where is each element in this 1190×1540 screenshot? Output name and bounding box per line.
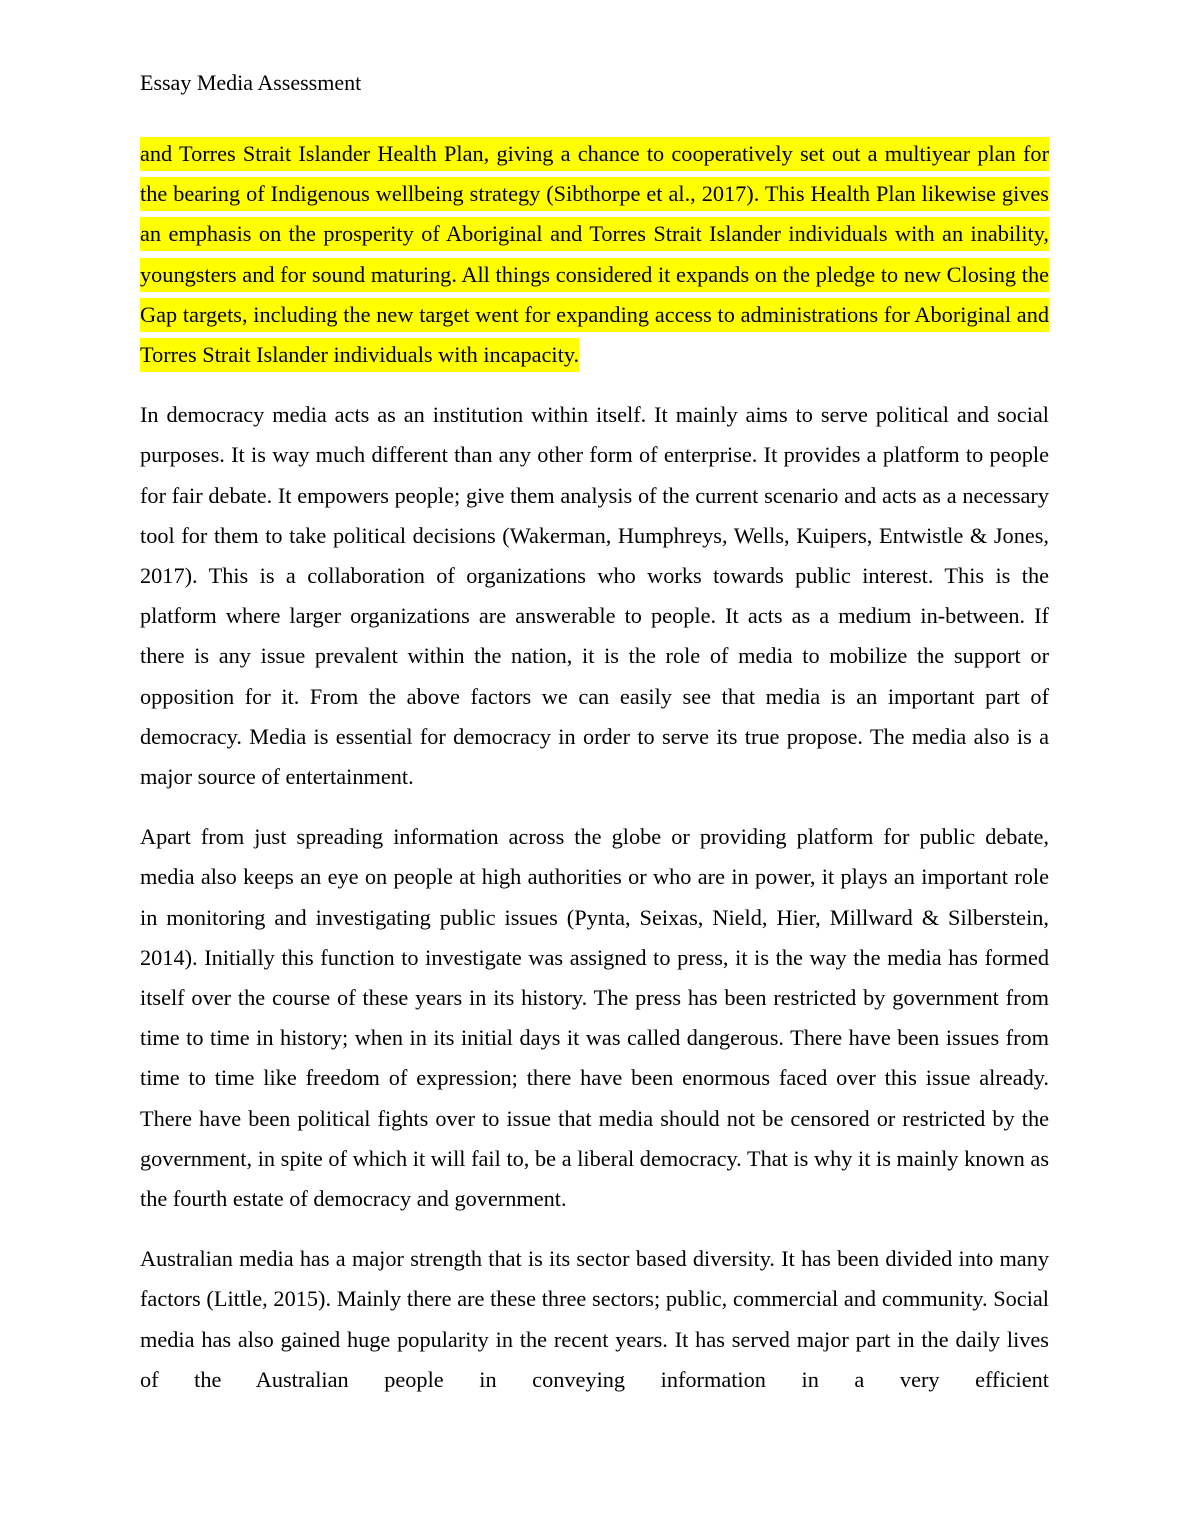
text-highlight: and Torres Strait Islander Health Plan, giving a chance to cooperatively set out a multiyear plan for the bearing of Indigenous wellbeing strategy (Sibthorpe et al., 2017). This Health Plan likewise gives an emphasis on the prosperity of Aboriginal and Torres Strait Islander individuals with an inability, youngsters and for sound maturing. All things considered it expands on the pledge to new Closing the Gap targets, including the new target went for expanding access to administrations for Aboriginal and Torres Strait Islander individuals with incapacity. [140, 137, 1049, 372]
document-body [140, 134, 1049, 1400]
paragraph-monitoring-role: Apart from just spreading information across the globe or providing platform for public debate, media also keeps an eye on people at high authorities or who are in power, it plays an important role in monitoring and investigating public issues (Pynta, Seixas, Nield, Hier, Millward & Silberstein, 2014). Initially this function to investigate was assigned to press, it is the way the media has formed itself over the course of these years in its history. The press has been restricted by government from time to time in history; when in its initial days it was called dangerous. There have been issues from time to time like freedom of expression; there have been enormous faced over this issue already. There have been political fights over to issue that media should not be censored or restricted by the government, in spite of which it will fail to, be a liberal democracy. That is why it is mainly known as the fourth estate of democracy and government. [140, 824, 1049, 1212]
page-header: Essay Media Assessment [140, 70, 362, 95]
paragraph-australian-media: Australian media has a major strength that is its sector based diversity. It has been divided into many factors (Little, 2015). Mainly there are these three sectors; public, commercial and community. Social media has also gained huge popularity in the recent years. It has served major part in the daily lives of the Australian people in conveying information in a very efficient [140, 1246, 1049, 1392]
highlighted-paragraph [140, 134, 1049, 375]
paragraph-democracy-media: In democracy media acts as an institution within itself. It mainly aims to serve political and social purposes. It is way much different than any other form of enterprise. It provides a platform to people for fair debate. It empowers people; give them analysis of the current scenario and acts as a necessary tool for them to take political decisions (Wakerman, Humphreys, Wells, Kuipers, Entwistle & Jones, 2017). This is a collaboration of organizations who works towards public interest. This is the platform where larger organizations are answerable to people. It acts as a medium in-between. If there is any issue prevalent within the nation, it is the role of media to mobilize the support or opposition for it. From the above factors we can easily see that media is an important part of democracy. Media is essential for democracy in order to serve its true propose. The media also is a major source of entertainment. [140, 402, 1049, 790]
